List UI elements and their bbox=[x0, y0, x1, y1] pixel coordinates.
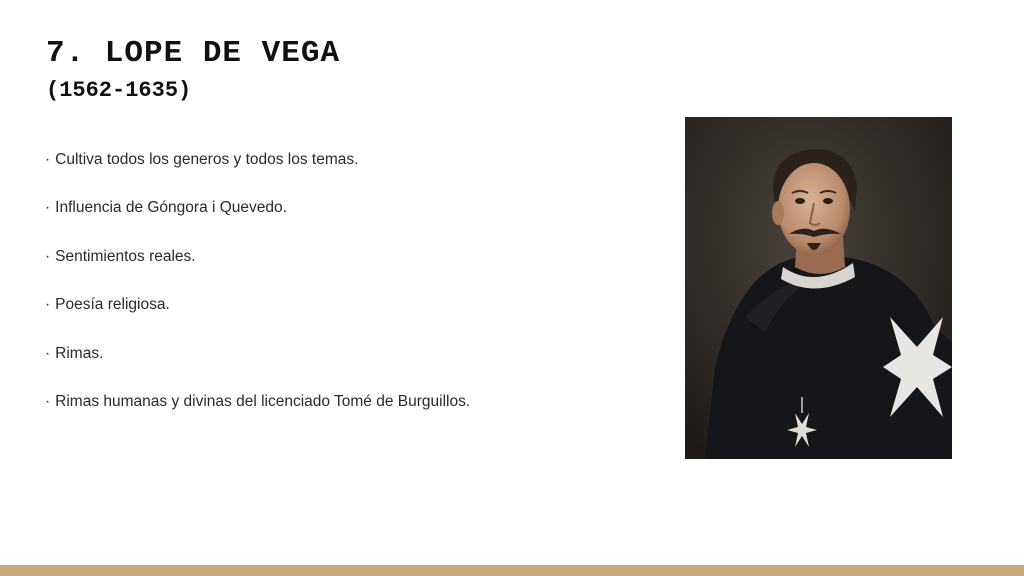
slide-title: 7. LOPE DE VEGA bbox=[46, 36, 341, 71]
bullet-item bbox=[45, 196, 470, 244]
bullet-item bbox=[45, 390, 470, 438]
bullet-text: Sentimientos reales. bbox=[55, 247, 196, 265]
bullet-text: Influencia de Góngora i Quevedo. bbox=[55, 199, 287, 217]
bullet-text: Rimas humanas y divinas del licenciado Tomé de Burguillos. bbox=[55, 392, 471, 410]
slide-subtitle: (1562-1635) bbox=[46, 78, 192, 103]
bullet-item bbox=[45, 342, 470, 390]
bullet-text: Cultiva todos los generos y todos los temas. bbox=[55, 151, 359, 168]
bullet-item bbox=[45, 293, 470, 341]
portrait-image bbox=[685, 117, 952, 459]
bullet-marker: · bbox=[45, 344, 51, 362]
footer-accent-bar bbox=[0, 565, 1024, 576]
bullet-marker: · bbox=[45, 296, 51, 314]
bullet-item bbox=[45, 245, 470, 293]
bullet-item bbox=[45, 148, 470, 196]
bullet-text: Rimas. bbox=[55, 344, 104, 362]
bullet-list bbox=[45, 148, 470, 438]
bullet-marker: · bbox=[45, 151, 51, 168]
bullet-marker: · bbox=[45, 392, 51, 410]
bullet-marker: · bbox=[45, 199, 51, 217]
bullet-text: Poesía religiosa. bbox=[55, 296, 170, 314]
bullet-marker: · bbox=[45, 247, 51, 265]
portrait-painting bbox=[685, 117, 952, 459]
